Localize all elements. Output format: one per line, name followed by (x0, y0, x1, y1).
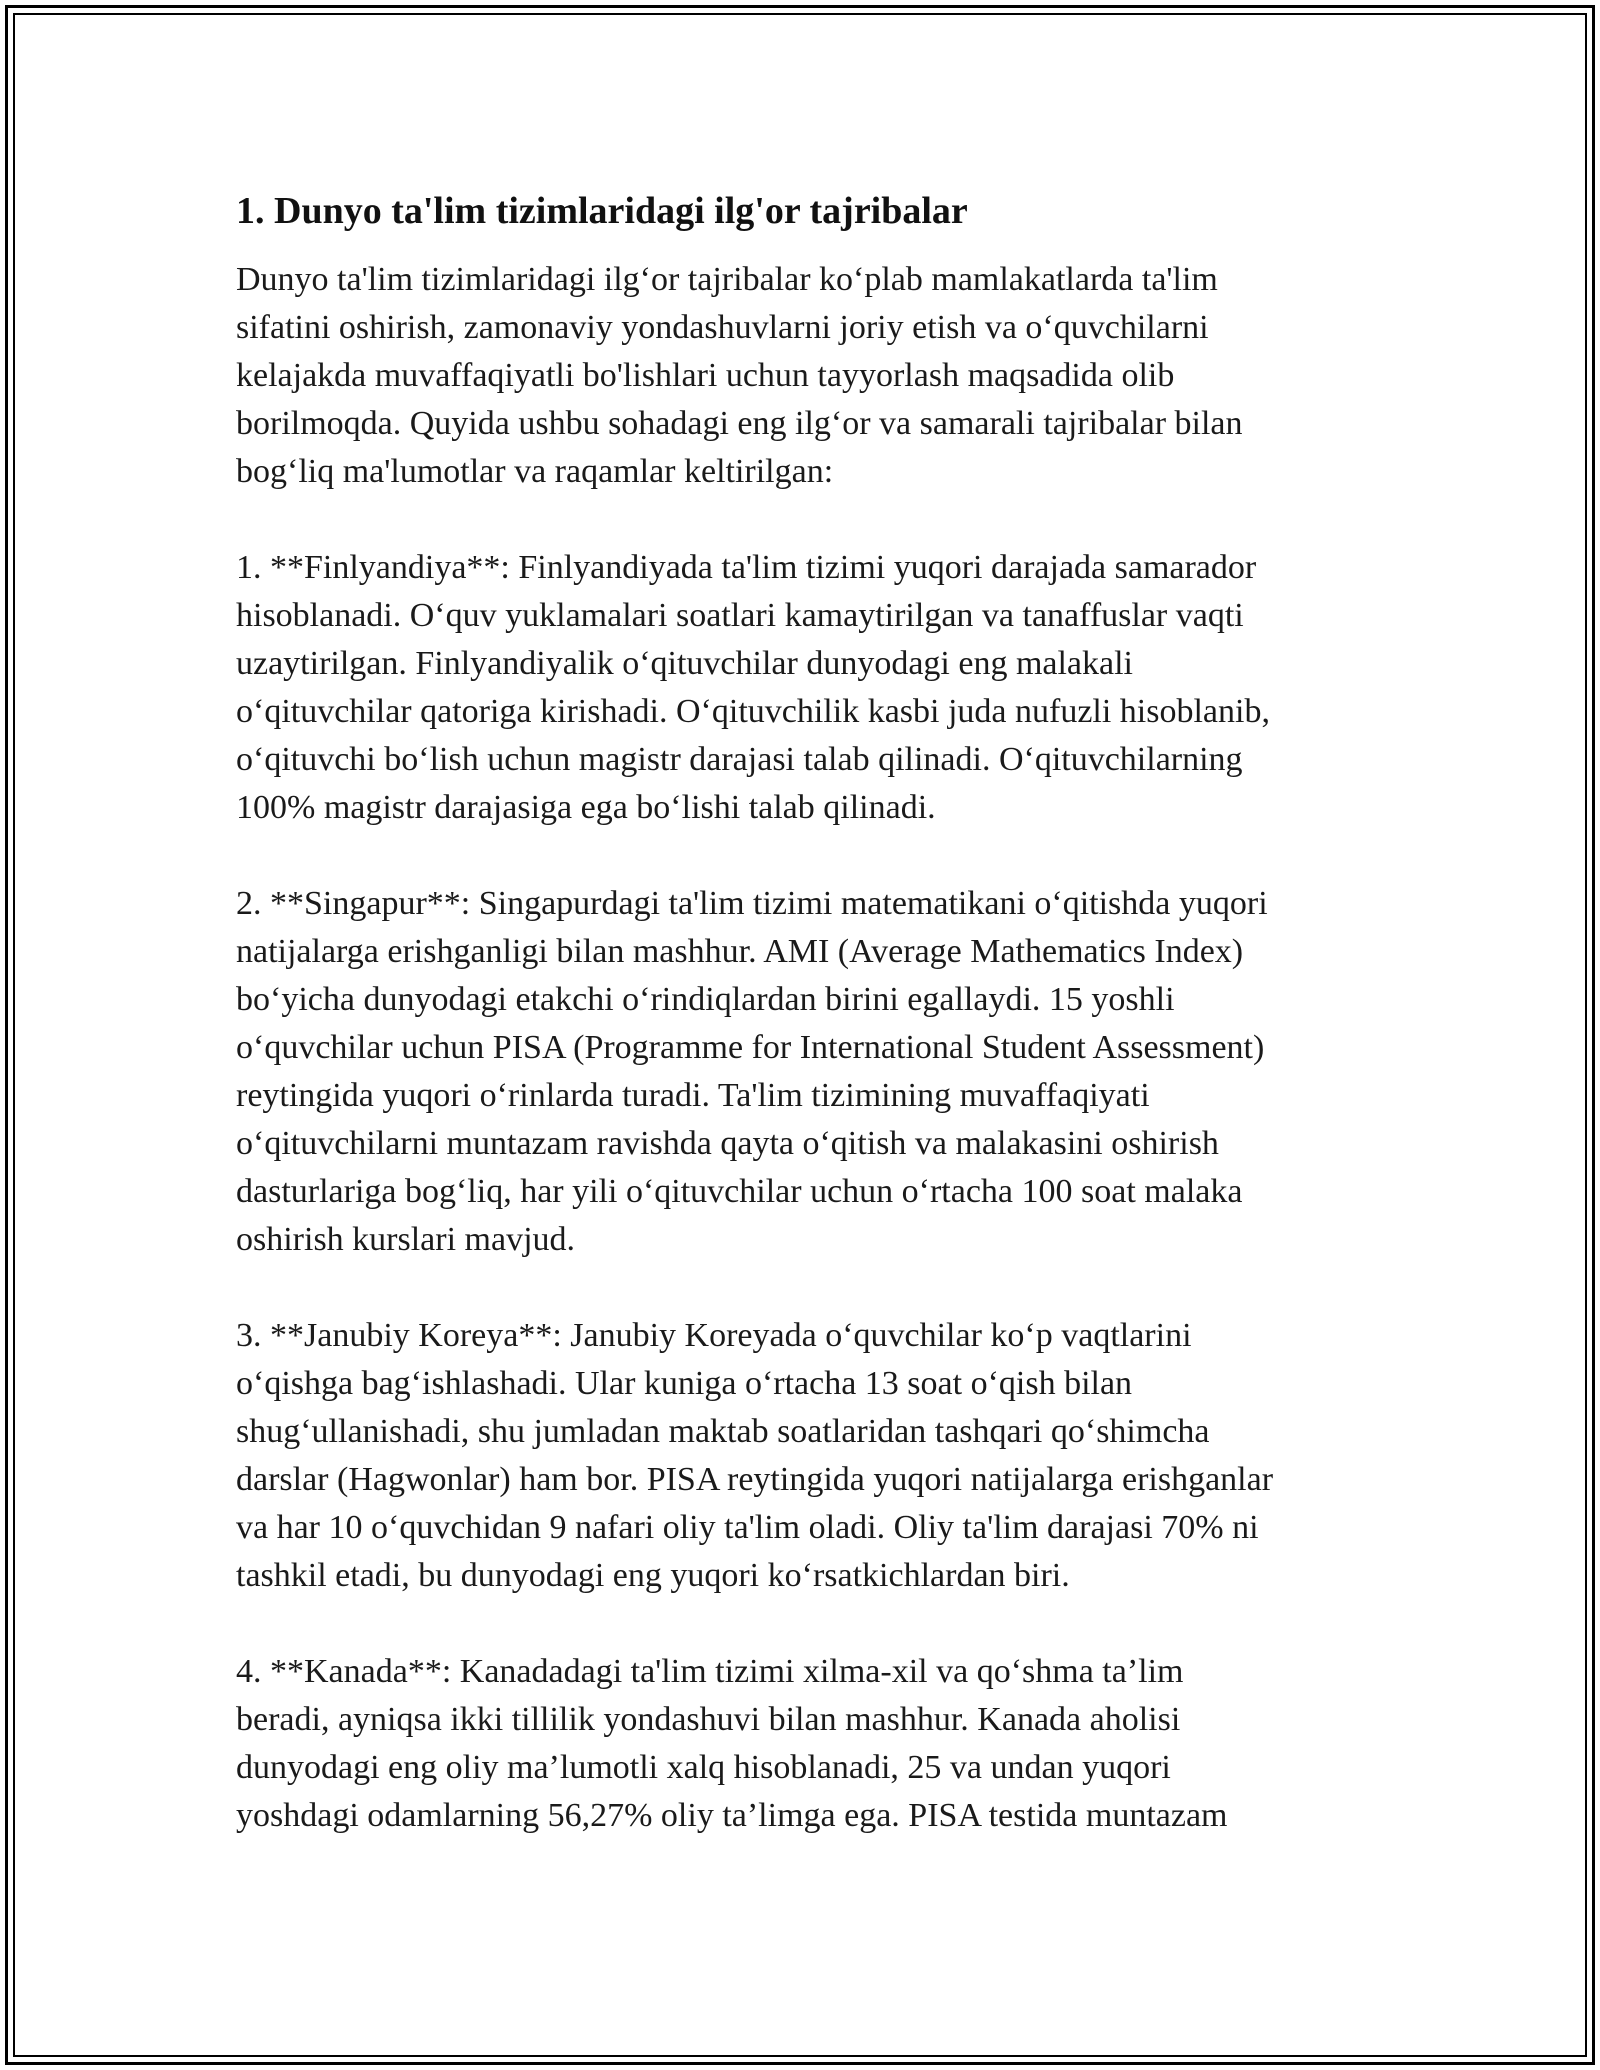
text-line: borilmoqda. Quyida ushbu sohadagi eng ilg‘or va samarali tajribalar bilan (236, 405, 1243, 442)
text-line: 3. **Janubiy Koreya**: Janubiy Koreyada o‘quvchilar ko‘p vaqtlarini (236, 1317, 1192, 1354)
text-line: reytingida yuqori o‘rinlarda turadi. Ta'lim tizimining muvaffaqiyati (236, 1077, 1150, 1114)
text-line: Dunyo ta'lim tizimlaridagi ilg‘or tajribalar ko‘plab mamlakatlarda ta'lim (236, 261, 1218, 298)
text-line: 100% magistr darajasiga ega bo‘lishi talab qilinadi. (236, 789, 936, 826)
paragraph-south-korea (236, 1312, 1366, 1600)
text-line: bog‘liq ma'lumotlar va raqamlar keltirilgan: (236, 453, 834, 490)
paragraph-intro (236, 256, 1366, 496)
paragraph-singapore (236, 880, 1366, 1264)
text-line: hisoblanadi. O‘quv yuklamalari soatlari kamaytirilgan va tanaffuslar vaqti (236, 597, 1244, 634)
text-line: natijalarga erishganligi bilan mashhur. AMI (Average Mathematics Index) (236, 933, 1244, 970)
text-line: tashkil etadi, bu dunyodagi eng yuqori ko‘rsatkichlardan biri. (236, 1557, 1070, 1594)
text-line: 1. **Finlyandiya**: Finlyandiyada ta'lim tizimi yuqori darajada samarador (236, 549, 1257, 586)
text-line: oshirish kurslari mavjud. (236, 1221, 576, 1258)
text-line: yoshdagi odamlarning 56,27% oliy ta’limga ega. PISA testida muntazam (236, 1797, 1228, 1834)
text-line: o‘qituvchilar qatoriga kirishadi. O‘qituvchilik kasbi juda nufuzli hisoblanib, (236, 693, 1270, 730)
text-line: sifatini oshirish, zamonaviy yondashuvlarni joriy etish va o‘quvchilarni (236, 309, 1209, 346)
text-line: 2. **Singapur**: Singapurdagi ta'lim tizimi matematikani o‘qitishda yuqori (236, 885, 1268, 922)
paragraph-canada (236, 1648, 1366, 1840)
text-line: dunyodagi eng oliy ma’lumotli xalq hisoblanadi, 25 va undan yuqori (236, 1749, 1171, 1786)
text-line: dasturlariga bog‘liq, har yili o‘qituvchilar uchun o‘rtacha 100 soat malaka (236, 1173, 1243, 1210)
text-line: beradi, ayniqsa ikki tillilik yondashuvi bilan mashhur. Kanada aholisi (236, 1701, 1181, 1738)
text-line: 4. **Kanada**: Kanadadagi ta'lim tizimi xilma-xil va qo‘shma ta’lim (236, 1653, 1184, 1690)
text-line: o‘qituvchi bo‘lish uchun magistr darajasi talab qilinadi. O‘qituvchilarning (236, 741, 1243, 778)
document-body (236, 186, 1366, 1888)
text-line: uzaytirilgan. Finlyandiyalik o‘qituvchilar dunyodagi eng malakali (236, 645, 1133, 682)
text-line: kelajakda muvaffaqiyatli bo'lishlari uchun tayyorlash maqsadida olib (236, 357, 1175, 394)
text-line: bo‘yicha dunyodagi etakchi o‘rindiqlardan birini egallaydi. 15 yoshli (236, 981, 1175, 1018)
text-line: o‘quvchilar uchun PISA (Programme for International Student Assessment) (236, 1029, 1265, 1066)
text-line: va har 10 o‘quvchidan 9 nafari oliy ta'lim oladi. Oliy ta'lim darajasi 70% ni (236, 1509, 1259, 1546)
text-line: darslar (Hagwonlar) ham bor. PISA reytingida yuqori natijalarga erishganlar (236, 1461, 1274, 1498)
text-line: shug‘ullanishadi, shu jumladan maktab soatlaridan tashqari qo‘shimcha (236, 1413, 1210, 1450)
section-heading: 1. Dunyo ta'lim tizimlaridagi ilg'or tajribalar (236, 190, 968, 232)
paragraph-finland (236, 544, 1366, 832)
text-line: o‘qishga bag‘ishlashadi. Ular kuniga o‘rtacha 13 soat o‘qish bilan (236, 1365, 1133, 1402)
text-line: o‘qituvchilarni muntazam ravishda qayta o‘qitish va malakasini oshirish (236, 1125, 1219, 1162)
